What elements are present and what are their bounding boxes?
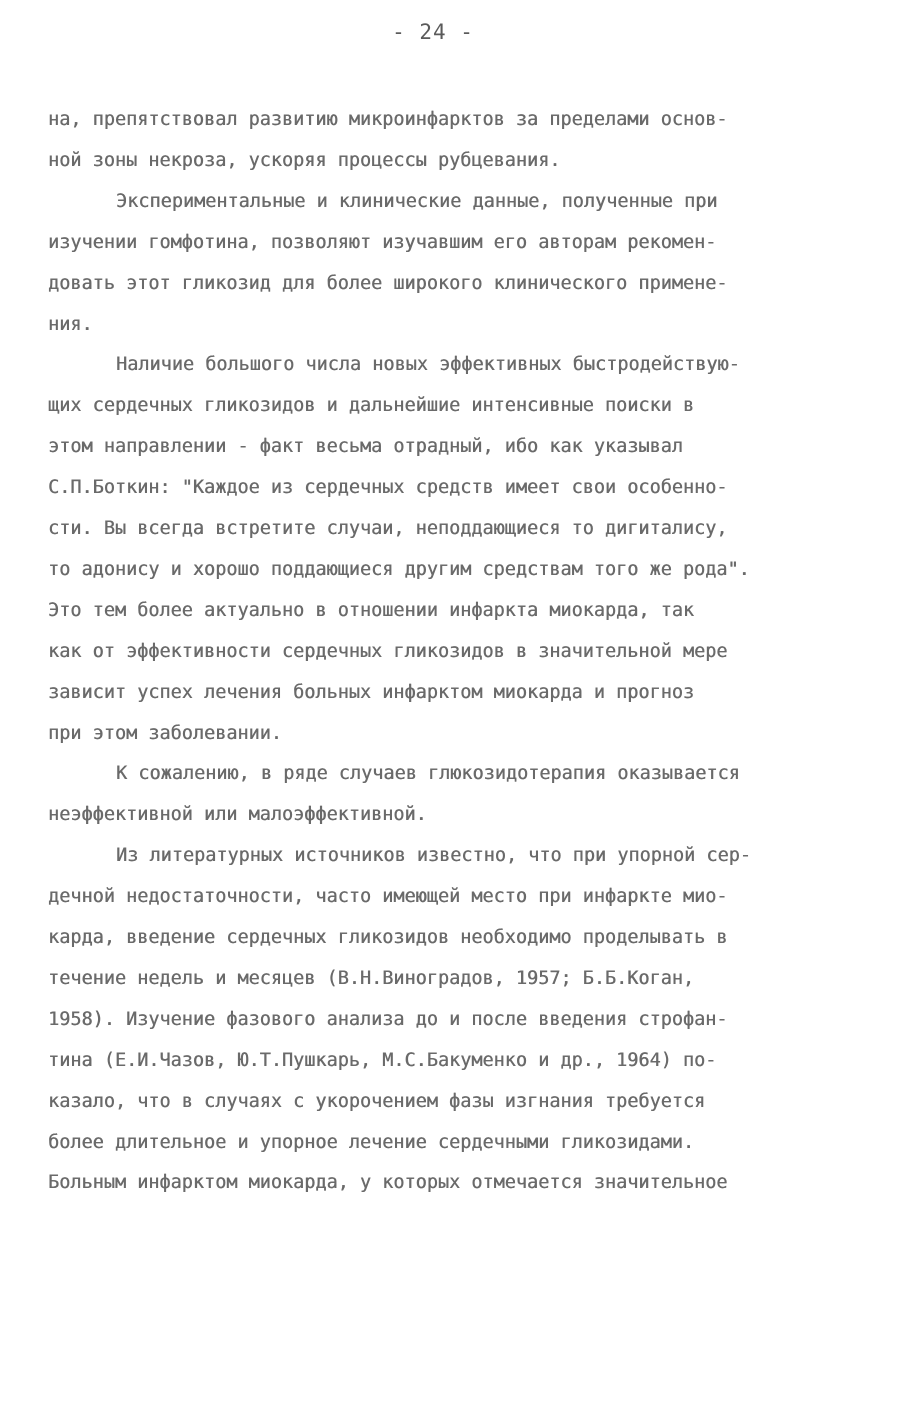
text-line: более длительное и упорное лечение сердечными гликозидами.	[48, 1131, 695, 1153]
text-line: Это тем более актуально в отношении инфаркта миокарда, так	[48, 599, 695, 621]
text-line: то адонису и хорошо поддающиеся другим средствам того же рода".	[48, 558, 750, 580]
text-line: карда, введение сердечных гликозидов необходимо проделывать в	[48, 927, 728, 948]
text-line: С.П.Боткин: "Каждое из сердечных средств имеет свои особенно-	[48, 477, 728, 499]
text-line: казало, что в случаях с укорочением фазы изгнания требуется	[48, 1090, 706, 1112]
page-number: - 24 -	[392, 20, 474, 44]
text-line: Из литературных источников известно, что при упорной сер-	[116, 845, 751, 867]
text-line: неэффективной или малоэффективной.	[48, 804, 427, 826]
text-line: дечной недостаточности, часто имеющей место при инфаркте мио-	[48, 886, 728, 908]
text-line: Больным инфарктом миокарда, у которых отмечается значительное	[48, 1172, 728, 1194]
text-line: при этом заболевании.	[48, 722, 282, 744]
text-line: ния.	[48, 313, 93, 335]
text-line: ной зоны некроза, ускоряя процессы рубцевания.	[48, 149, 561, 171]
text-line: К сожалению, в ряде случаев глюкозидотерапия оказывается	[116, 763, 740, 785]
text-line: изучении гомфотина, позволяют изучавшим его авторам рекомен-	[48, 231, 717, 253]
text-line: как от эффективности сердечных гликозидов в значительной мере	[48, 640, 728, 662]
text-line: этом направлении - факт весьма отрадный, ибо как указывал	[48, 436, 683, 458]
text-line: довать этот гликозид для более широкого клинического примене-	[48, 272, 728, 294]
text-line: тина (Е.И.Чазов, Ю.Т.Пушкарь, М.С.Бакуменко и др., 1964) по-	[48, 1049, 717, 1071]
text-line: на, препятствовал развитию микроинфарктов за пределами основ-	[48, 109, 728, 130]
text-line: зависит успех лечения больных инфарктом миокарда и прогноз	[48, 681, 695, 703]
text-line: течение недель и месяцев (В.Н.Виноградов, 1957; Б.Б.Коган,	[48, 967, 695, 989]
text-line: щих сердечных гликозидов и дальнейшие интенсивные поиски в	[48, 395, 695, 417]
text-line: 1958). Изучение фазового анализа до и после введения строфан-	[48, 1008, 728, 1030]
text-line: Наличие большого числа новых эффективных быстродействую-	[116, 354, 740, 376]
text-line: сти. Вы всегда встретите случаи, неподдающиеся то дигиталису,	[48, 518, 728, 539]
text-line: Экспериментальные и клинические данные, полученные при	[116, 190, 718, 212]
